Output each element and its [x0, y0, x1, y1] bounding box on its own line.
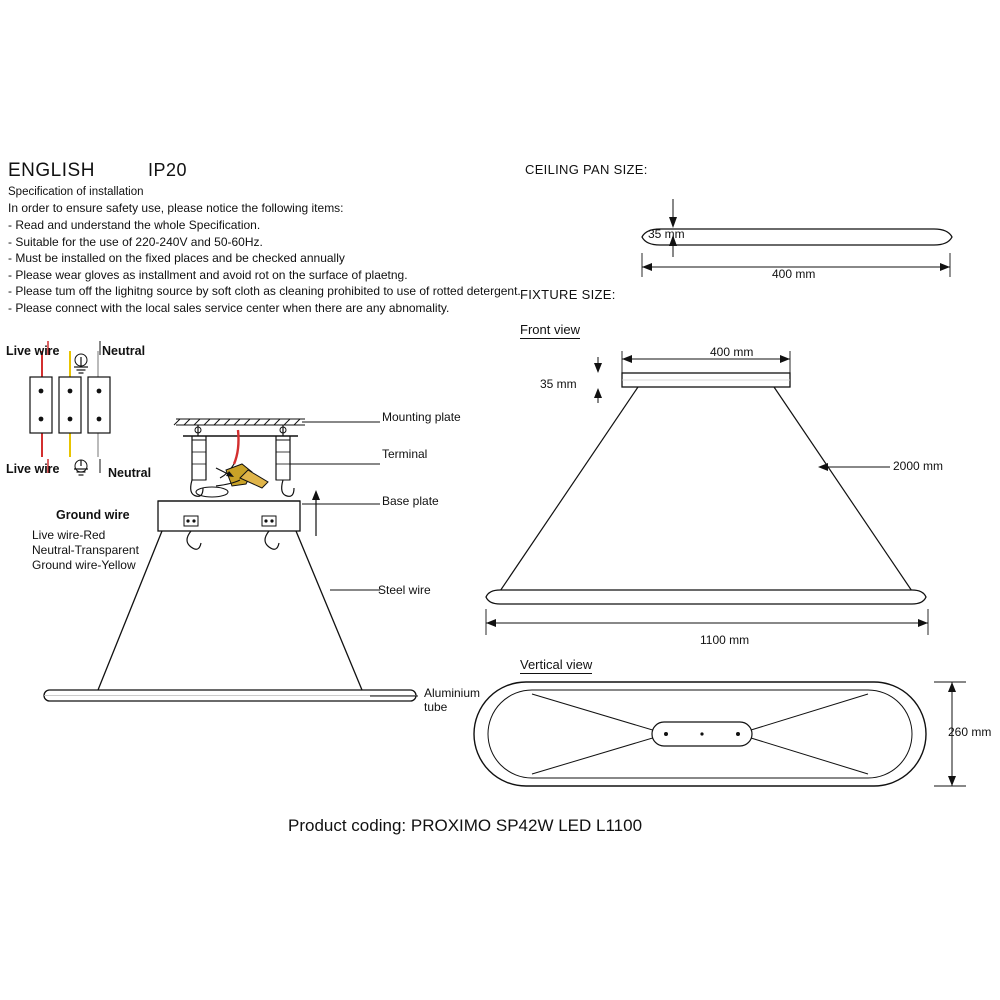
vertical-view-drawing — [470, 678, 1000, 798]
spec-item: - Please wear gloves as installment and avoid rot on the surface of plaetng. — [8, 267, 408, 282]
vertical-view-title: Vertical view — [520, 657, 593, 672]
spec-list — [8, 217, 521, 316]
assembly-diagram — [40, 400, 500, 730]
legend-item: Neutral-Transparent — [32, 543, 139, 557]
callout-aluminium-tube-line2: tube — [424, 700, 448, 714]
product-coding: Product coding: PROXIMO SP42W LED L1100 — [288, 816, 643, 835]
spec-item: - Must be installed on the fixed places and be checked annually — [8, 251, 345, 265]
callout-steel-wire: Steel wire — [378, 583, 431, 597]
legend-item: Ground wire-Yellow — [32, 558, 136, 572]
language-title: ENGLISH — [8, 160, 95, 181]
spec-title: Specification of installation — [8, 186, 144, 198]
ip-rating: IP20 — [148, 160, 188, 180]
ceiling-pan-height-dim: 35 mm — [648, 227, 685, 241]
spec-intro: In order to ensure safety use, please notice the following items: — [8, 201, 344, 215]
front-width-dim: 400 mm — [710, 345, 754, 359]
callout-aluminium-tube-line1: Aluminium — [424, 686, 481, 700]
fixture-size-title: FIXTURE SIZE: — [520, 287, 616, 302]
ground-wire-label: Ground wire — [56, 508, 130, 522]
front-view-title: Front view — [520, 322, 580, 337]
spec-item: - Please tum off the lighitng source by soft cloth as cleaning prohibited to use of rotted detergent. — [8, 284, 521, 298]
legend-item: Live wire-Red — [32, 528, 106, 542]
callout-terminal: Terminal — [382, 447, 428, 461]
callout-mounting-plate: Mounting plate — [382, 410, 461, 424]
spec-item: - Please connect with the local sales service center when there are any abnomality. — [8, 300, 450, 315]
ceiling-pan-title: CEILING PAN SIZE: — [525, 162, 648, 177]
live-wire-top-label: Live wire — [6, 344, 60, 358]
body-length-dim: 1100 mm — [700, 633, 750, 647]
callout-base-plate: Base plate — [382, 494, 439, 508]
drop-length-dim: 2000 mm — [893, 459, 944, 473]
spec-item: - Suitable for the use of 220-240V and 50-60Hz. — [8, 234, 263, 249]
neutral-top-label: Neutral — [102, 344, 146, 358]
live-wire-bottom-label: Live wire — [6, 462, 60, 476]
ceiling-pan-width-dim: 400 mm — [772, 267, 816, 281]
front-height-dim: 35 mm — [540, 377, 577, 391]
body-depth-dim: 260 mm — [948, 725, 992, 739]
spec-item: - Read and understand the whole Specification. — [8, 218, 261, 232]
vertical-view-svg — [470, 678, 1000, 798]
assembly-diagram-svg — [40, 400, 500, 730]
neutral-bottom-label: Neutral — [108, 466, 152, 480]
